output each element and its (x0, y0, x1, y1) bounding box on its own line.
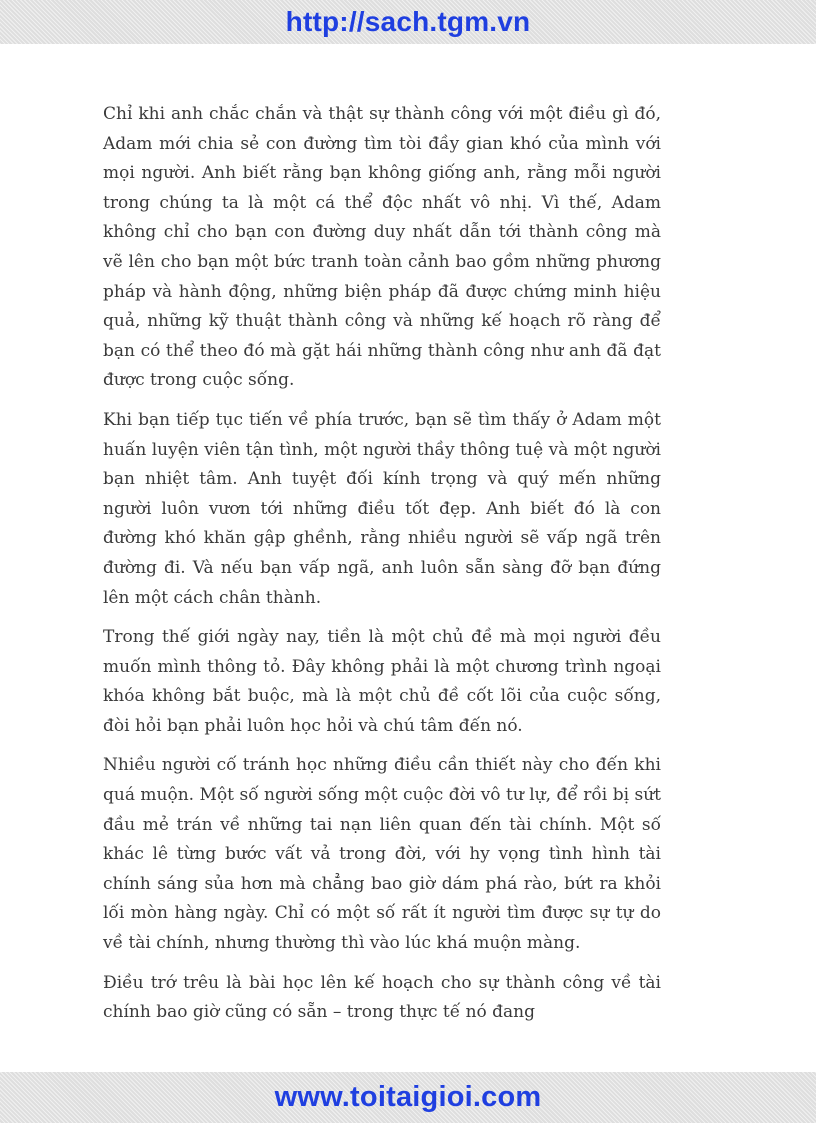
page-body (103, 100, 661, 1038)
header-band (0, 0, 816, 44)
paragraph-4: Nhiều người cố tránh học những điều cần thiết này cho đến khi quá muộn. Một số người sống một cuộc đời vô tư lự, để rồi bị sứt đầu mẻ trán về những tai nạn liên quan đến tài chính. Một số khác lê từng bước vất vả trong đời, với hy vọng tình hình tài chính sáng sủa hơn mà chẳng bao giờ dám phá rào, bứt ra khỏi lối mòn hàng ngày. Chỉ có một số rất ít người tìm được sự tự do về tài chính, nhưng thường thì vào lúc khá muộn màng. (103, 755, 661, 954)
paragraph-5: Điều trớ trêu là bài học lên kế hoạch cho sự thành công về tài chính bao giờ cũng có sẵn – trong thực tế nó đang (103, 972, 661, 1023)
paragraph-3: Trong thế giới ngày nay, tiền là một chủ đề mà mọi người đều muốn mình thông tỏ. Đây không phải là một chương trình ngoại khóa không bắt buộc, mà là một chủ đề cốt lõi của cuộc sống, đòi hỏi bạn phải luôn học hỏi và chú tâm đến nó. (103, 627, 661, 736)
footer-link[interactable]: www.toitaigioi.com (274, 1081, 542, 1113)
header-link[interactable]: http://sach.tgm.vn (285, 6, 531, 37)
footer-band (0, 1072, 816, 1123)
paragraph-2: Khi bạn tiếp tục tiến về phía trước, bạn sẽ tìm thấy ở Adam một huấn luyện viên tận tình, một người thầy thông tuệ và một người bạn nhiệt tâm. Anh tuyệt đối kính trọng và quý mến những người luôn vươn tới những điều tốt đẹp. Anh biết đó là con đường khó khăn gập ghềnh, rằng nhiều người sẽ vấp ngã trên đường đi. Và nếu bạn vấp ngã, anh luôn sẵn sàng đỡ bạn đứng lên một cách chân thành. (103, 409, 661, 608)
paragraph-1: Chỉ khi anh chắc chắn và thật sự thành công với một điều gì đó, Adam mới chia sẻ con đường tìm tòi đầy gian khó của mình với mọi người. Anh biết rằng bạn không giống anh, rằng mỗi người trong chúng ta là một cá thể độc nhất vô nhị. Vì thế, Adam không chỉ cho bạn con đường duy nhất dẫn tới thành công mà vẽ lên cho bạn một bức tranh toàn cảnh bao gồm những phương pháp và hành động, những biện pháp đã được chứng minh hiệu quả, những kỹ thuật thành công và những kế hoạch rõ ràng để bạn có thể theo đó mà gặt hái những thành công như anh đã đạt được trong cuộc sống. (103, 104, 661, 391)
